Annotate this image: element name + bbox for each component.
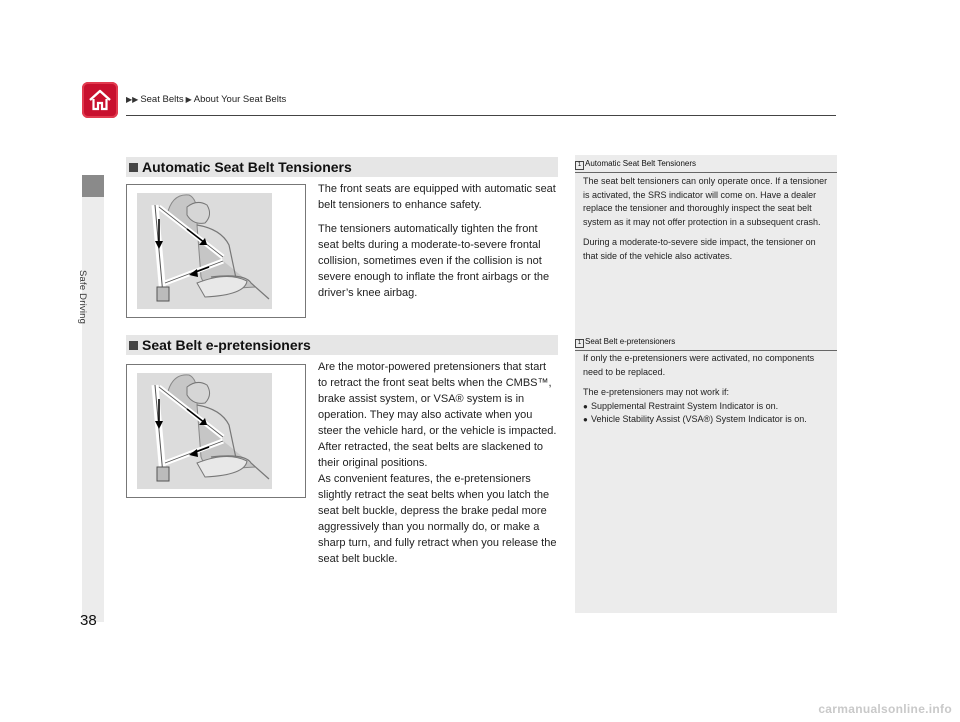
paragraph: As convenient features, the e-pretensioners slightly retract the seat belts when you latch the seat belt buckle, depress the brake pedal more aggressively than you normally do, or make a sharp turn, and fully retract when you release the seat belt buckle. bbox=[318, 473, 557, 565]
section-body-tensioners bbox=[318, 181, 558, 309]
note-body-tensioners bbox=[583, 175, 829, 270]
note-bullet-list bbox=[583, 400, 829, 427]
note-bullet: ● Supplemental Restraint System Indicator is on. bbox=[583, 400, 829, 414]
section-heading-tensioners: Automatic Seat Belt Tensioners bbox=[126, 157, 558, 177]
breadcrumb-item-about-seat-belts[interactable]: About Your Seat Belts bbox=[193, 94, 287, 105]
note-title-e-pretensioners[interactable]: 1 Seat Belt e-pretensioners bbox=[575, 336, 837, 351]
reference-icon: 1 bbox=[575, 161, 584, 170]
breadcrumb-item-seat-belts[interactable]: Seat Belts bbox=[140, 94, 184, 105]
seat-belt-tensioner-illustration bbox=[126, 184, 306, 318]
section-body-e-pretensioners bbox=[318, 359, 558, 575]
breadcrumb bbox=[126, 94, 286, 105]
note-bullet: ● Vehicle Stability Assist (VSA®) System Indicator is on. bbox=[583, 413, 829, 427]
paragraph: Are the motor-powered pretensioners that start to retract the front seat belts when the CMBS™, brake assist system, or VSA® system is in operation. They may also activate when you steer the vehicle hard, or the vehicle is impacted. After retracted, the seat belts are slackened to their original positions. bbox=[318, 361, 557, 469]
chapter-strip bbox=[82, 197, 104, 622]
note-body-e-pretensioners bbox=[583, 352, 829, 427]
reference-icon: 1 bbox=[575, 339, 584, 348]
page-number: 38 bbox=[80, 612, 97, 629]
section-heading-e-pretensioners: Seat Belt e-pretensioners bbox=[126, 335, 558, 355]
home-button[interactable] bbox=[82, 82, 118, 118]
chapter-tab[interactable] bbox=[82, 175, 104, 197]
e-pretensioner-illustration bbox=[126, 364, 306, 498]
breadcrumb-arrow-icon: ▶ bbox=[185, 95, 192, 104]
breadcrumb-arrow-icon: ▶▶ bbox=[126, 95, 139, 104]
note-paragraph: If only the e-pretensioners were activated, no components need to be replaced. bbox=[583, 353, 815, 377]
paragraph: The tensioners automatically tighten the front seat belts during a moderate-to-severe frontal collision, sometimes even if the collision is not severe enough to inflate the front airbags or the driver’s knee airbag. bbox=[318, 223, 550, 299]
chapter-label: Safe Driving bbox=[77, 270, 88, 325]
watermark: carmanualsonline.info bbox=[818, 702, 952, 716]
note-paragraph: The e-pretensioners may not work if: bbox=[583, 387, 730, 397]
header-rule bbox=[126, 115, 836, 116]
note-title-tensioners[interactable]: 1 Automatic Seat Belt Tensioners bbox=[575, 158, 837, 173]
note-paragraph: The seat belt tensioners can only operate once. If a tensioner is activated, the SRS indicator will come on. Have a dealer replace the tensioner and thoroughly inspect the seat belt system as it may not offer protection in a subsequent crash. bbox=[583, 176, 828, 227]
note-paragraph: During a moderate-to-severe side impact, the tensioner on that side of the vehicle also activates. bbox=[583, 237, 816, 261]
home-icon bbox=[87, 87, 113, 113]
square-bullet-icon bbox=[129, 341, 138, 350]
paragraph: The front seats are equipped with automatic seat belt tensioners to enhance safety. bbox=[318, 183, 556, 211]
square-bullet-icon bbox=[129, 163, 138, 172]
